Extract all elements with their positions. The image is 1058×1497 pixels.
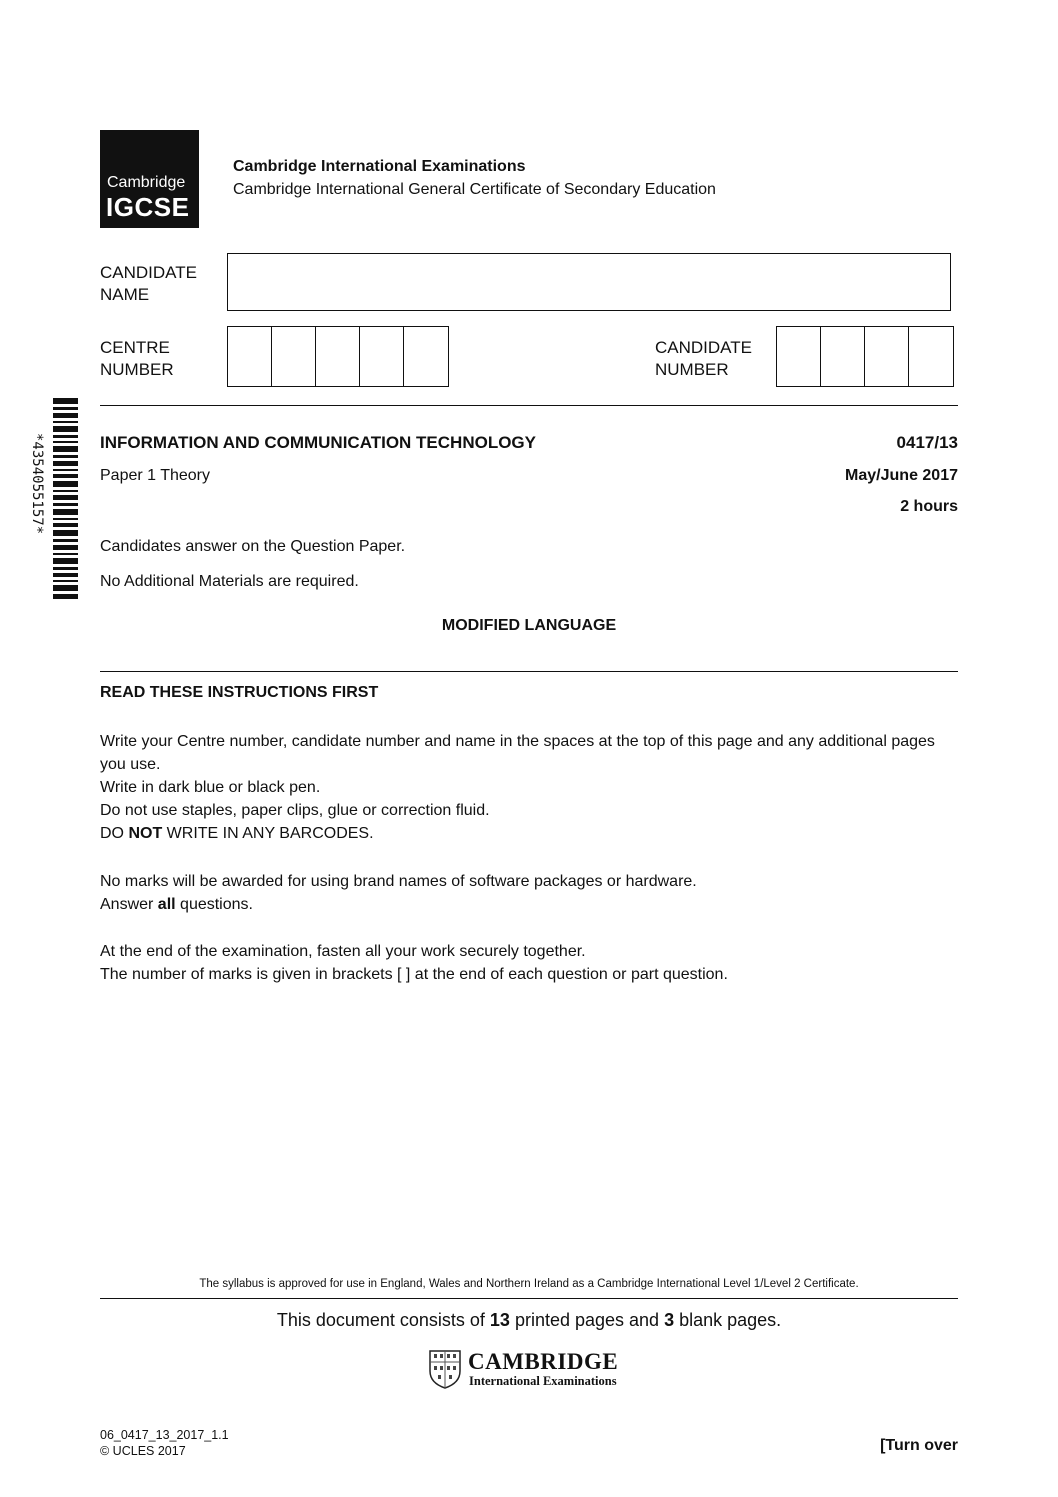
instruction-line [100,893,960,916]
candidate-number-cell[interactable] [909,327,953,386]
subject-title: INFORMATION AND COMMUNICATION TECHNOLOGY [100,433,536,452]
centre-number-field[interactable] [227,326,449,387]
exam-board: Cambridge International Examinations [233,158,526,175]
document-code: 06_0417_13_2017_1.1 [100,1428,229,1442]
barcode-number-text: *4354055157* [29,433,45,535]
candidate-number-field[interactable] [776,326,954,387]
divider [100,671,958,672]
answer-note: Candidates answer on the Question Paper. [100,538,406,555]
instructions-block-2 [100,870,960,916]
logo-igcse-text: IGCSE [106,192,190,222]
copyright: © UCLES 2017 [100,1444,186,1458]
cambridge-subtitle: International Examinations [469,1374,617,1388]
paper-component: Paper 1 Theory [100,467,210,484]
candidate-name-field[interactable] [227,253,951,311]
instruction-line: No marks will be awarded for using brand names of software packages or hardware. [100,873,697,890]
divider [100,1298,958,1299]
candidate-number-cell[interactable] [865,327,909,386]
document-reference [100,1427,229,1459]
materials-note: No Additional Materials are required. [100,573,359,590]
candidate-name-label-line2: NAME [100,285,150,304]
instructions-title: READ THESE INSTRUCTIONS FIRST [100,684,379,701]
centre-number-cell[interactable] [360,327,404,386]
instruction-text: DO [100,825,129,842]
crest-icon [428,1349,462,1389]
instruction-line: Write in dark blue or black pen. [100,779,321,796]
candidate-number-cell[interactable] [821,327,865,386]
centre-number-cell[interactable] [316,327,360,386]
instructions-block-1 [100,730,960,845]
candidate-name-label-line1: CANDIDATE [100,263,197,282]
centre-number-cell[interactable] [272,327,316,386]
instruction-line: Do not use staples, paper clips, glue or correction fluid. [100,802,490,819]
logo-cambridge-text: Cambridge [107,174,186,191]
divider [100,405,958,406]
instruction-text: Answer [100,896,158,913]
exam-session: May/June 2017 [845,467,958,484]
syllabus-note: The syllabus is approved for use in England, Wales and Northern Ireland as a Cambridge International Level 1/Level 2 Certificate. [199,1278,859,1290]
candidate-number-label-line1: CANDIDATE [655,338,752,357]
centre-number-label-line2: NUMBER [100,360,174,379]
instruction-line: The number of marks is given in brackets [ ] at the end of each question or part question. [100,966,728,983]
centre-number-cell[interactable] [404,327,448,386]
page-count-text: blank pages. [674,1310,782,1330]
blank-pages-count: 3 [664,1310,675,1330]
page-count-note [0,1310,1058,1331]
page-count-text: printed pages and [509,1310,665,1330]
centre-number-label [100,337,174,381]
instruction-emphasis: NOT [128,825,163,842]
instruction-text: questions. [175,896,253,913]
barcode-number [27,433,47,573]
turn-over: [Turn over [880,1437,958,1454]
cambridge-wordmark: CAMBRIDGE [468,1349,619,1374]
instructions-block-3 [100,940,960,986]
centre-number-label-line1: CENTRE [100,338,170,357]
syllabus-code: 0417/13 [896,433,958,452]
instruction-line: At the end of the examination, fasten all your work securely together. [100,943,586,960]
instruction-emphasis: all [157,896,176,913]
page-count-text: This document consists of [276,1310,490,1330]
instruction-line [100,822,960,845]
printed-pages-count: 13 [489,1310,510,1330]
exam-duration: 2 hours [900,498,958,515]
candidate-number-cell[interactable] [777,327,821,386]
modified-language-label: MODIFIED LANGUAGE [441,617,617,634]
instruction-text: WRITE IN ANY BARCODES. [162,825,374,842]
centre-number-cell[interactable] [228,327,272,386]
instruction-line: Write your Centre number, candidate number and name in the spaces at the top of this page and any additional pages you use. [100,733,935,773]
cambridge-igcse-logo [100,130,199,228]
candidate-number-label-line2: NUMBER [655,360,729,379]
barcode-icon [53,398,78,599]
candidate-name-label [100,262,197,306]
qualification-title: Cambridge International General Certificate of Secondary Education [233,181,716,198]
candidate-number-label [655,337,752,381]
